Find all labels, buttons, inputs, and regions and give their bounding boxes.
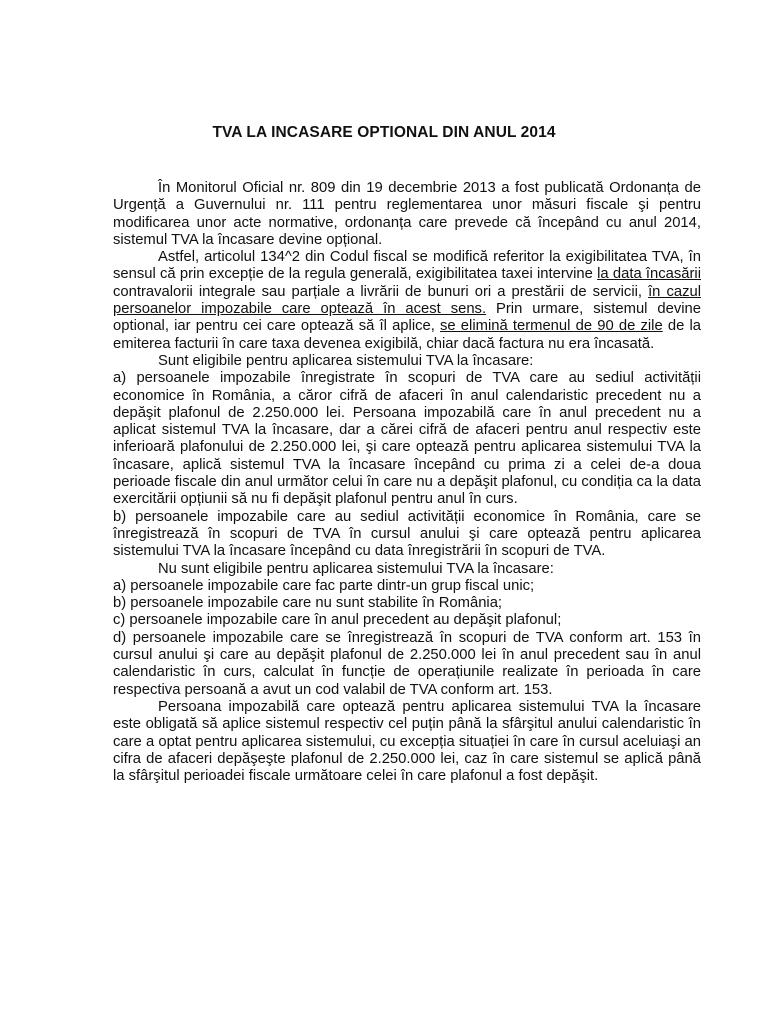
text-run: de la emiterea facturii în care taxa devenea exigibilă, chiar dacă factura nu era încasată. (113, 318, 701, 352)
text-run: Prin urmare, sistemul devine optional, iar pentru cei care optează să îl aplice, (113, 301, 702, 335)
underlined-text: la data încasării (597, 266, 701, 283)
list-item-eligible-a: a) persoanele impozabile înregistrate în scopuri de TVA care au sediul activității economice în România, a căror cifră de afaceri în anul calendaristic precedent nu a depăşit plafonul de 2.250.000 lei. Persoana impozabilă care în anul precedent nu a aplicat sistemul TVA la încasare, dar a cărei cifră de afaceri pentru anul respectiv este inferioară plafonului de 2.250.000 lei, şi care optează pentru aplicarea sistemului TVA la încasare, aplică sistemul TVA la încasare începând cu prima zi a celei de-a doua perioade fiscale din anul următor celui în care nu a depăşit plafonul, cu condiția ca la data exercitării opțiunii să nu fi depăşit plafonul pentru anul în curs. (113, 370, 701, 508)
list-item-not-eligible-c: c) persoanele impozabile care în anul precedent au depăşit plafonul; (113, 612, 562, 629)
document-body (113, 180, 701, 785)
document-title: TVA LA INCASARE OPTIONAL DIN ANUL 2014 (212, 124, 556, 141)
list-item-eligible-b: b) persoanele impozabile care au sediul activității economice în România, care se înregistrează în scopuri de TVA în cursul anului şi care optează pentru aplicarea sistemului TVA la încasare începând cu data înregistrării în scopuri de TVA. (113, 508, 701, 560)
paragraph-intro: În Monitorul Oficial nr. 809 din 19 decembrie 2013 a fost publicată Ordonanța de Urgență a Guvernului nr. 111 pentru reglementarea unor măsuri fiscale şi pentru modificarea unor acte normative, ordonanța care prevede că începând cu anul 2014, sistemul TVA la încasare devine opțional. (113, 180, 701, 248)
list-item-not-eligible-b: b) persoanele impozabile care nu sunt stabilite în România; (113, 595, 503, 612)
list-item-not-eligible-a: a) persoanele impozabile care fac parte dintr-un grup fiscal unic; (113, 577, 535, 594)
text-run: contravalorii integrale sau parțiale a livrării de bunuri ori a prestării de servicii, (113, 283, 649, 300)
text-run: Astfel, articolul 134^2 din Codul fiscal se modifică referitor la exigibilitatea TVA, în sensul că prin excepție de la regula generală, exigibilitatea taxei intervine (113, 249, 701, 283)
underlined-text: în cazul persoanelor impozabile care optează în acest sens. (113, 283, 701, 318)
paragraph-eligible-heading: Sunt eligibile pentru aplicarea sistemului TVA la încasare: (158, 352, 534, 369)
paragraph-article-134-2 (113, 249, 701, 353)
list-item-not-eligible-d: d) persoanele impozabile care se înregistrează în scopuri de TVA conform art. 153 în cursul anului şi care au depăşit plafonul de 2.250.000 lei în anul precedent sau în anul calendaristic în curs, calculat în funcție de operațiunile realizate în perioada în care respectiva persoană a avut un cod valabil de TVA conform art. 153. (113, 629, 701, 698)
underlined-text: se elimină termenul de 90 de zile (440, 318, 663, 335)
paragraph-obligation: Persoana impozabilă care optează pentru aplicarea sistemului TVA la încasare este obligată să aplice sistemul respectiv cel puțin până la sfârşitul anului calendaristic în care a optat pentru aplicarea sistemului, cu excepția situației în care în cursul aceluiaşi an cifra de afaceri depăşeşte plafonul de 2.250.000 lei, caz în care sistemul se aplică până la sfârşitul perioadei fiscale următoare celei în care plafonul a fost depăşit. (113, 698, 701, 785)
paragraph-not-eligible-heading: Nu sunt eligibile pentru aplicarea sistemului TVA la încasare: (158, 560, 554, 577)
